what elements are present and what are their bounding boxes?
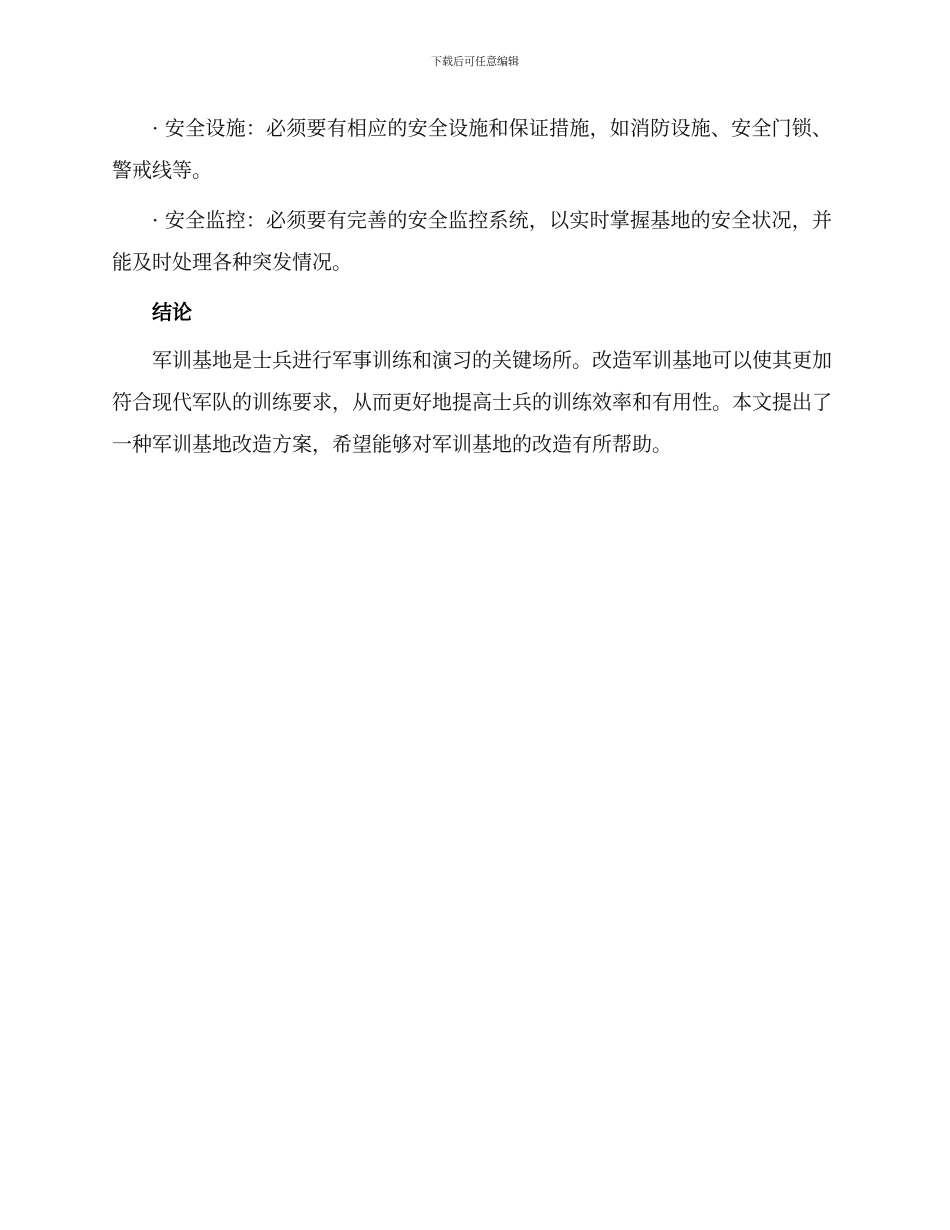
document-body: [112, 107, 832, 473]
safety-facilities-item: · 安全设施：必须要有相应的安全设施和保证措施，如消防设施、安全门锁、警戒线等。: [112, 116, 832, 182]
conclusion-heading: 结论: [152, 300, 192, 324]
page-header: 下载后可任意编辑: [431, 55, 519, 68]
safety-monitoring-item: · 安全监控：必须要有完善的安全监控系统，以实时掌握基地的安全状况，并能及时处理各种突发情况。: [112, 208, 832, 274]
conclusion-paragraph: 军训基地是士兵进行军事训练和演习的关键场所。改造军训基地可以使其更加符合现代军队的训练要求，从而更好地提高士兵的训练效率和有用性。本文提出了一种军训基地改造方案，希望能够对军训基地的改造有所帮助。: [112, 348, 832, 456]
